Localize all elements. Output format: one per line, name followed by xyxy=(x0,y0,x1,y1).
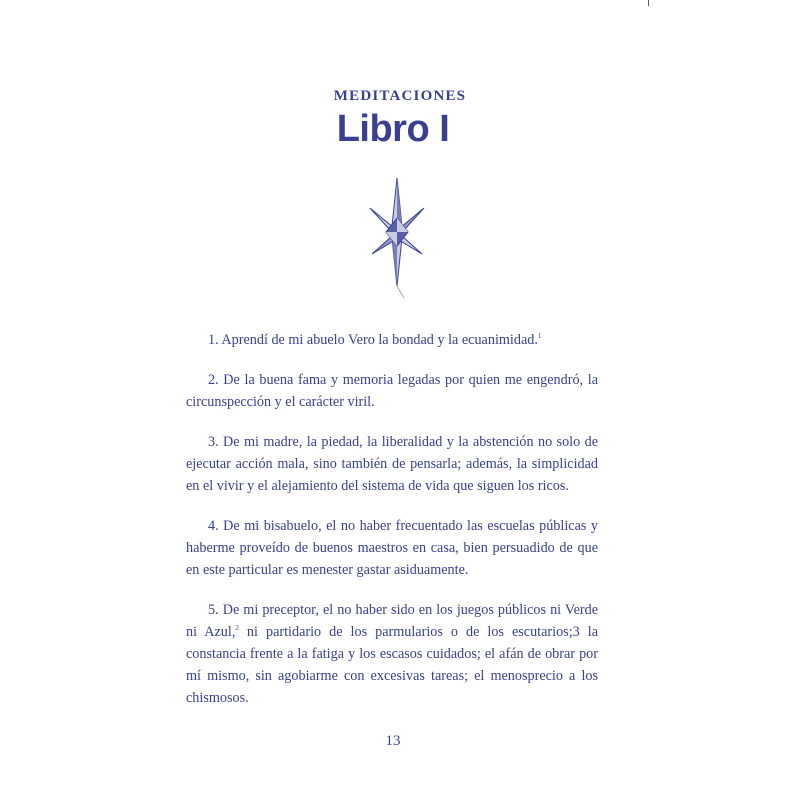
paragraph-5: 5. De mi preceptor, el no haber sido en los juegos públicos ni Verde ni Azul,$^2$ ni partidario de los parmularios o de los escutarios;3 la constancia frente a la fatiga y los escasos cuidados; el afán de obrar por mí mismo, sin agobiarme con excesivas tareas; el menosprecio a los chismosos. xyxy=(186,602,598,706)
paragraph-4: 4. De mi bisabuelo, el no haber frecuentado las escuelas públicas y haberme proveído de buenos maestros en casa, bien persuadido de que en este particular es menester gastar asiduamente. xyxy=(186,518,598,578)
compass-star-icon xyxy=(362,174,432,302)
footnote-ref[interactable]: 1 xyxy=(537,332,542,340)
paragraph-3: 3. De mi madre, la piedad, la liberalidad y la abstención no solo de ejecutar acción mala, sino también de pensarla; además, la simplicidad en el vivir y el alejamiento del sistema de vida que siguen los ricos. xyxy=(186,434,598,494)
paragraph-1: 1. Aprendí de mi abuelo Vero la bondad y la ecuanimidad.$^1$ xyxy=(208,332,542,348)
footnote-ref[interactable]: 2 xyxy=(235,624,239,632)
chapter-title: Libro I xyxy=(336,108,450,150)
crop-mark xyxy=(648,0,649,6)
page-header xyxy=(0,88,800,105)
paragraph-2: 2. De la buena fama y memoria legadas por quien me engendró, la circunspección y el carácter viril. xyxy=(186,372,598,410)
page-number: 13 xyxy=(385,733,401,749)
book-title: MEDITACIONES xyxy=(333,88,467,104)
body-text xyxy=(186,329,598,727)
